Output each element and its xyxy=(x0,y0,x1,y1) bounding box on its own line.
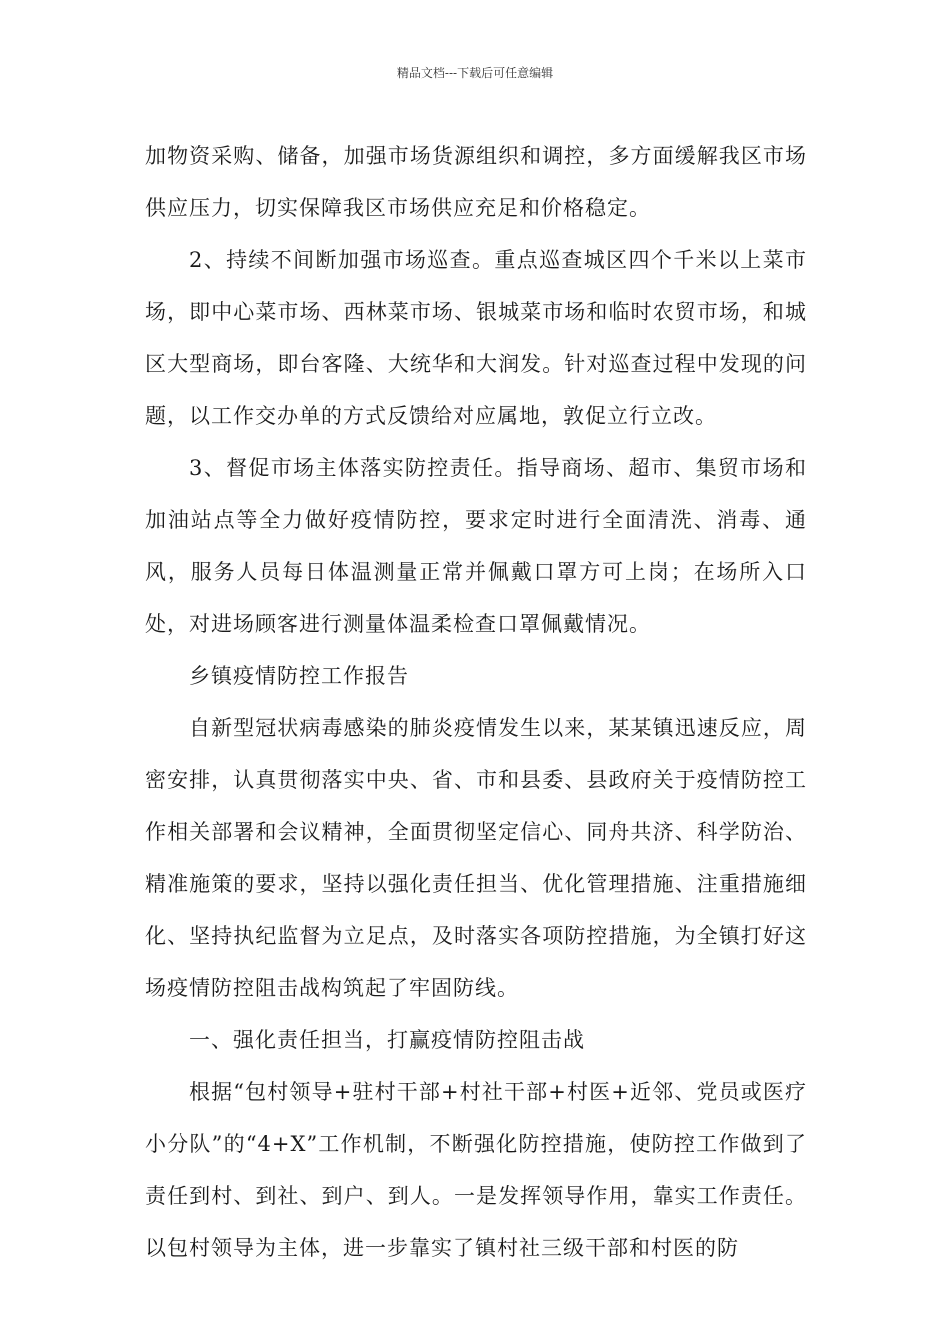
page-header: 精品文档---下载后可任意编辑 xyxy=(396,66,554,80)
paragraph-mechanism: 根据“包村领导+驻村干部+村社干部+村医+近邻、党员或医疗小分队”的“4+X”工作机制，不断强化防控措施，使防控工作做到了责任到村、到社、到户、到人。一是发挥领导作用，靠实工作责任。以包村领导为主体，进一步靠实了镇村社三级干部和村医的防 xyxy=(145,1080,807,1260)
paragraph-introduction: 自新型冠状病毒感染的肺炎疫情发生以来，某某镇迅速反应，周密安排，认真贯彻落实中央、省、市和县委、县政府关于疫情防控工作相关部署和会议精神，全面贯彻坚定信心、同舟共济、科学防治、精准施策的要求，坚持以强化责任担当、优化管理措施、注重措施细化、坚持执纪监督为立足点，及时落实各项防控措施，为全镇打好这场疫情防控阻击战构筑起了牢固防线。 xyxy=(145,716,807,1000)
document-body xyxy=(145,130,807,1274)
report-title: 乡镇疫情防控工作报告 xyxy=(189,664,409,688)
section-heading-1: 一、强化责任担当，打赢疫情防控阻击战 xyxy=(189,1028,585,1052)
paragraph-market-responsibility: 3、督促市场主体落实防控责任。指导商场、超市、集贸市场和加油站点等全力做好疫情防控，要求定时进行全面清洗、消毒、通风，服务人员每日体温测量正常并佩戴口罩方可上岗；在场所入口处，对进场顾客进行测量体温柔检查口罩佩戴情况。 xyxy=(145,456,807,636)
paragraph-continuation: 加物资采购、储备，加强市场货源组织和调控，多方面缓解我区市场供应压力，切实保障我区市场供应充足和价格稳定。 xyxy=(145,144,807,220)
paragraph-market-inspection: 2、持续不间断加强市场巡查。重点巡查城区四个千米以上菜市场，即中心菜市场、西林菜市场、银城菜市场和临时农贸市场，和城区大型商场，即台客隆、大统华和大润发。针对巡查过程中发现的问题，以工作交办单的方式反馈给对应属地，敦促立行立改。 xyxy=(145,248,807,428)
